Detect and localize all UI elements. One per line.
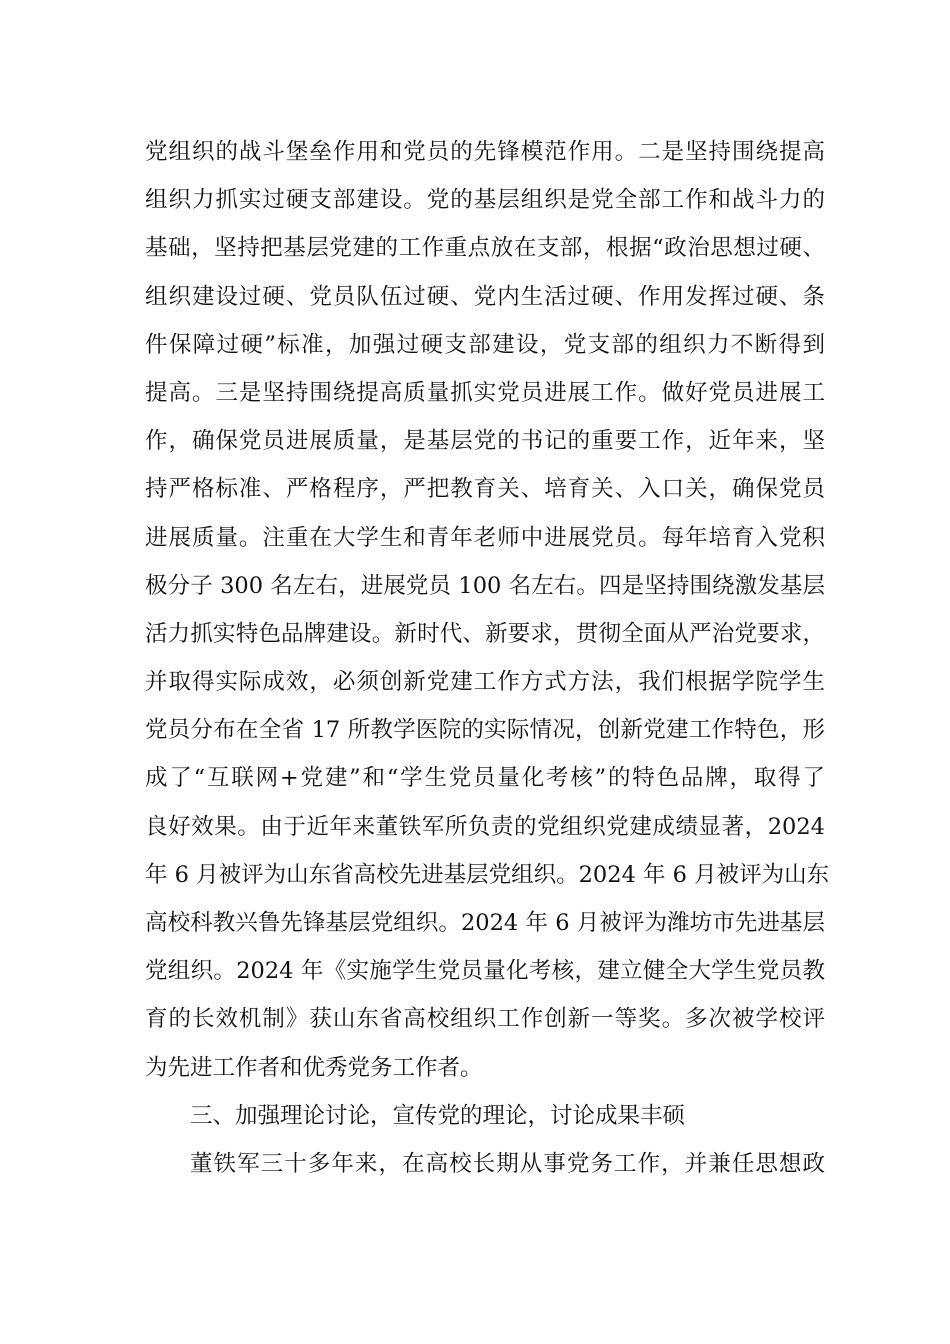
text-line: 提高。三是坚持围绕提高质量抓实党员进展工作。做好党员进展工 <box>145 379 825 406</box>
text-line: 组织力抓实过硬支部建设。党的基层组织是党全部工作和战斗力的 <box>145 187 825 214</box>
text-line: 进展质量。注重在大学生和青年老师中进展党员。每年培育入党积 <box>145 524 825 551</box>
text-line: 并取得实际成效，必须创新党建工作方式方法，我们根据学院学生 <box>145 669 825 696</box>
text-line: 良好效果。由于近年来董铁军所负责的党组织党建成绩显著，2024 <box>145 813 825 840</box>
text-line: 极分子 300 名左右，进展党员 100 名左右。四是坚持围绕激发基层 <box>145 572 825 599</box>
text-line: 活力抓实特色品牌建设。新时代、新要求，贯彻全面从严治党要求， <box>145 620 825 647</box>
document-body <box>145 128 830 1188</box>
text-line: 作，确保党员进展质量，是基层党的书记的重要工作，近年来，坚 <box>145 428 825 455</box>
text-line: 党组织的战斗堡垒作用和党员的先锋模范作用。二是坚持围绕提高 <box>145 139 825 165</box>
text-line: 为先进工作者和优秀党务工作者。 <box>145 1054 483 1081</box>
text-line: 组织建设过硬、党员队伍过硬、党内生活过硬、作用发挥过硬、条 <box>145 283 825 310</box>
text-line: 育的长效机制》获山东省高校组织工作创新一等奖。多次被学校评 <box>145 1006 825 1033</box>
text-line: 党员分布在全省 17 所教学医院的实际情况，创新党建工作特色，形 <box>145 717 825 744</box>
text-line: 年 6 月被评为山东省高校先进基层党组织。2024 年 6 月被评为山东 <box>145 861 830 888</box>
text-line: 持严格标准、严格程序，严把教育关、培育关、入口关，确保党员 <box>145 476 825 503</box>
text-line: 董铁军三十多年来，在高校长期从事党务工作，并兼任思想政 <box>190 1150 825 1177</box>
text-line: 高校科教兴鲁先锋基层党组织。2024 年 6 月被评为潍坊市先进基层 <box>145 910 825 936</box>
text-line: 件保障过硬”标准，加强过硬支部建设，党支部的组织力不断得到 <box>145 331 825 358</box>
section-heading: 三、加强理论讨论，宣传党的理论，讨论成果丰硕 <box>190 1102 686 1129</box>
text-line: 党组织。2024 年《实施学生党员量化考核，建立健全大学生党员教 <box>145 958 825 985</box>
text-line: 成了“互联网+党建”和“学生党员量化考核”的特色品牌，取得了 <box>145 765 825 792</box>
text-line: 基础，坚持把基层党建的工作重点放在支部，根据“政治思想过硬、 <box>145 235 825 262</box>
